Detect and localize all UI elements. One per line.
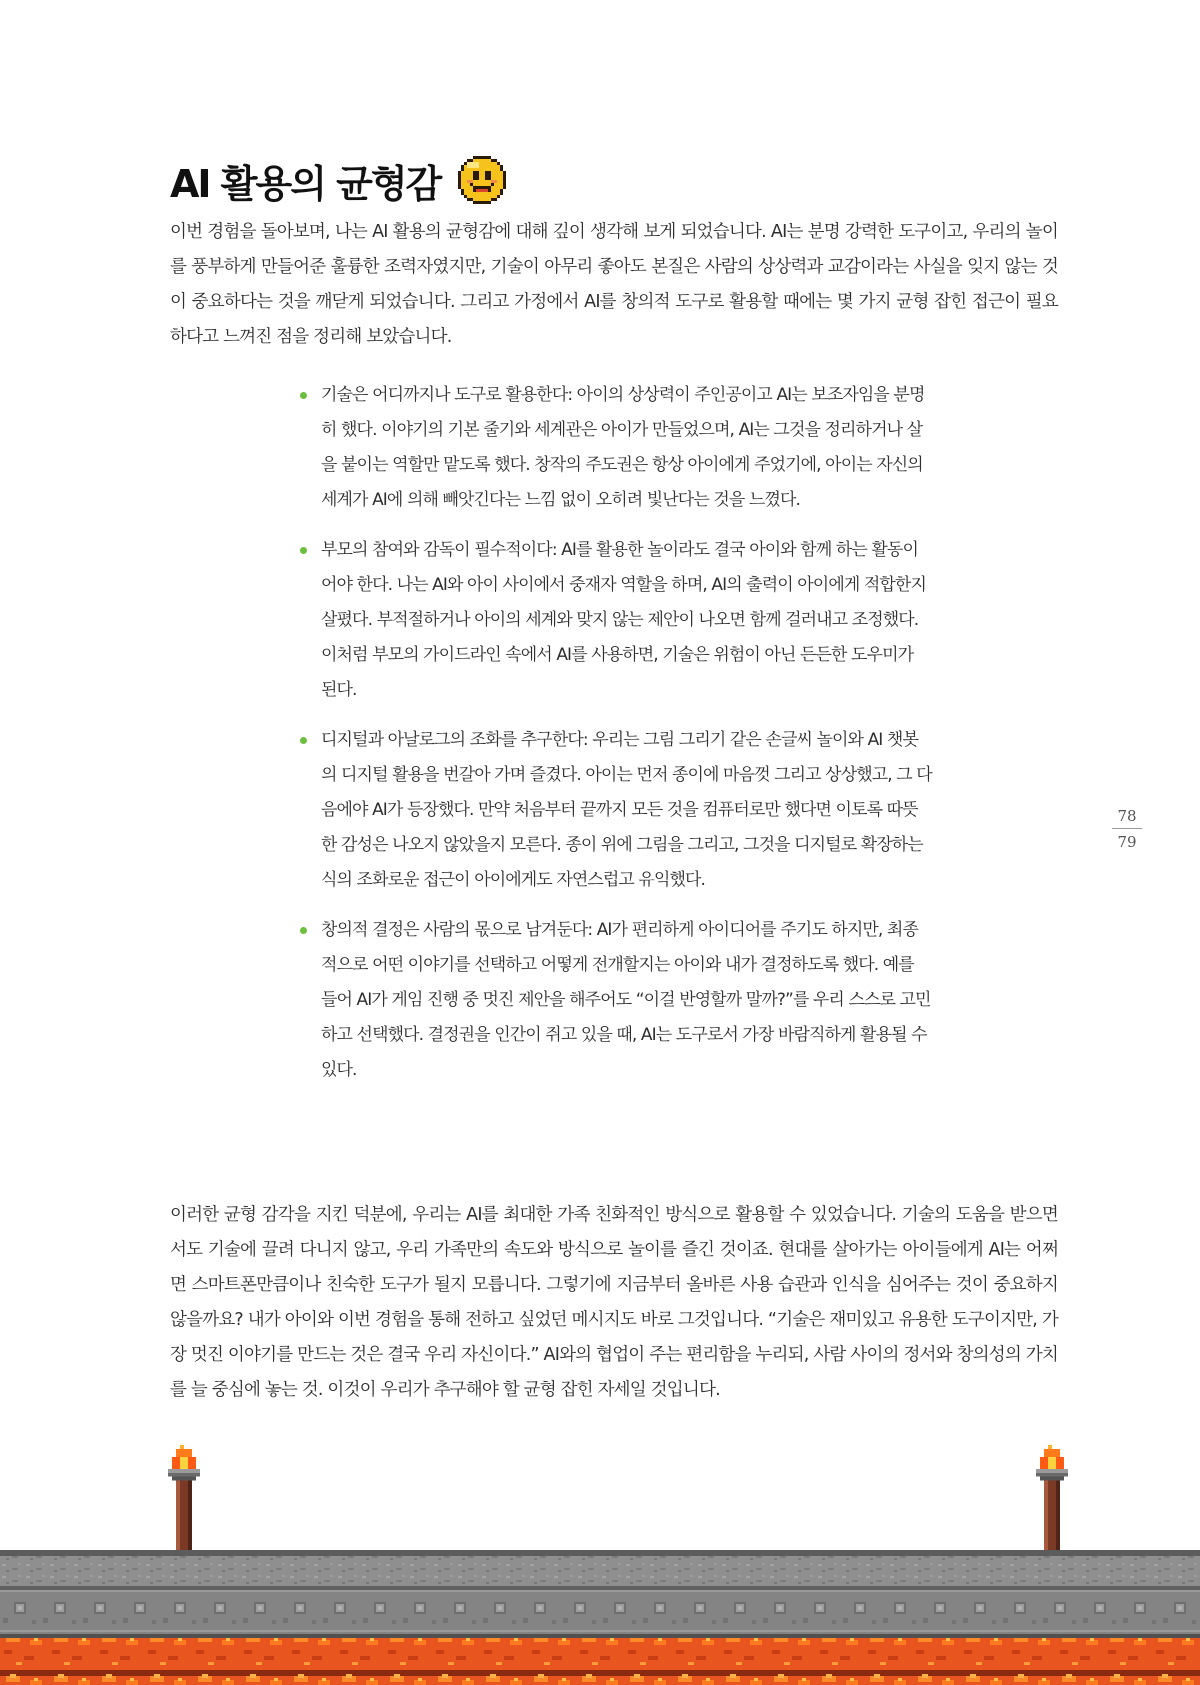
- page-title: AI 활용의 균형감: [170, 161, 441, 206]
- list-item: [300, 378, 932, 518]
- list-item-text: 디지털과 아날로그의 조화를 추구한다: 우리는 그림 그리기 같은 손글씨 놀이와 AI 챗봇의 디지털 활용을 번갈아 가며 즐겼다. 아이는 먼저 종이에 마음껏 그리고 상상했고, 그 다음에야 AI가 등장했다. 만약 처음부터 끝까지 모든 것을 컴퓨터로만 했다면 이토록 따뜻한 감성은 나오지 않았을지 모른다. 종이 위에 그림을 그리고, 그것을 디지털로 확장하는 식의 조화로운 접근이 아이에게도 자연스럽고 유익했다.: [321, 730, 932, 890]
- pixel-wall-lava-illustration: [0, 1550, 1200, 1685]
- bullet-dot-icon: [300, 737, 307, 744]
- bullet-dot-icon: [300, 392, 307, 399]
- list-item-text: 기술은 어디까지나 도구로 활용한다: 아이의 상상력이 주인공이고 AI는 보조자임을 분명히 했다. 이야기의 기본 줄기와 세계관은 아이가 만들었으며, AI는 그것을 정리하거나 살을 붙이는 역할만 맡도록 했다. 창작의 주도권은 항상 아이에게 주었기에, 아이는 자신의 세계가 AI에 의해 빼앗긴다는 느낌 없이 오히려 빛난다는 것을 느꼈다.: [321, 385, 925, 510]
- page-number-divider: [1112, 828, 1142, 829]
- torch-right-icon: [1032, 1445, 1072, 1560]
- list-item: [300, 533, 932, 708]
- conclusion-paragraph: 이러한 균형 감각을 지킨 덕분에, 우리는 AI를 최대한 가족 친화적인 방식으로 활용할 수 있었습니다. 기술의 도움을 받으면서도 기술에 끌려 다니지 않고, 우리 가족만의 속도와 방식으로 놀이를 즐긴 것이죠. 현대를 살아가는 아이들에게 AI는 어쩌면 스마트폰만큼이나 친숙한 도구가 될지 모릅니다. 그렇기에 지금부터 올바른 사용 습관과 인식을 심어주는 것이 중요하지 않을까요? 내가 아이와 이번 경험을 통해 전하고 싶었던 메시지도 바로 그것입니다. “기술은 재미있고 유용한 도구이지만, 가장 멋진 이야기를 만드는 것은 결국 우리 자신이다.” AI와의 협업이 주는 편리함을 누리되, 사람 사이의 정서와 창의성의 가치를 늘 중심에 놓는 것. 이것이 우리가 추구해야 할 균형 잡힌 자세일 것입니다.: [170, 1205, 1058, 1400]
- intro-paragraph: 이번 경험을 돌아보며, 나는 AI 활용의 균형감에 대해 깊이 생각해 보게 되었습니다. AI는 분명 강력한 도구이고, 우리의 놀이를 풍부하게 만들어준 훌륭한 조력자였지만, 기술이 아무리 좋아도 본질은 사람의 상상력과 교감이라는 사실을 잊지 않는 것이 중요하다는 것을 깨닫게 되었습니다. 그리고 가정에서 AI를 창의적 도구로 활용할 때에는 몇 가지 균형 잡힌 접근이 필요하다고 느껴진 점을 정리해 보았습니다.: [170, 222, 1058, 347]
- bullet-dot-icon: [300, 927, 307, 934]
- heading: [170, 150, 506, 210]
- principles-list: [300, 378, 932, 1103]
- page-number-right: 79: [1117, 833, 1137, 851]
- bullet-dot-icon: [300, 547, 307, 554]
- smiley-face-icon: [458, 156, 506, 204]
- list-item-text: 부모의 참여와 감독이 필수적이다: AI를 활용한 놀이라도 결국 아이와 함께 하는 활동이어야 한다. 나는 AI와 아이 사이에서 중재자 역할을 하며, AI의 출력이 아이에게 적합한지 살폈다. 부적절하거나 아이의 세계와 맞지 않는 제안이 나오면 함께 걸러내고 조정했다. 이처럼 부모의 가이드라인 속에서 AI를 사용하면, 기술은 위험이 아닌 든든한 도우미가 된다.: [321, 540, 926, 700]
- page-numbers: [1112, 806, 1142, 852]
- list-item-text: 창의적 결정은 사람의 몫으로 남겨둔다: AI가 편리하게 아이디어를 주기도 하지만, 최종적으로 어떤 이야기를 선택하고 어떻게 전개할지는 아이와 내가 결정하도록 했다. 예를 들어 AI가 게임 진행 중 멋진 제안을 해주어도 “이걸 반영할까 말까?”를 우리 스스로 고민하고 선택했다. 결정권을 인간이 쥐고 있을 때, AI는 도구로서 가장 바람직하게 활용될 수 있다.: [321, 920, 931, 1080]
- torch-left-icon: [164, 1445, 204, 1560]
- page-number-left: 78: [1117, 807, 1137, 825]
- list-item: [300, 723, 932, 898]
- list-item: [300, 913, 932, 1088]
